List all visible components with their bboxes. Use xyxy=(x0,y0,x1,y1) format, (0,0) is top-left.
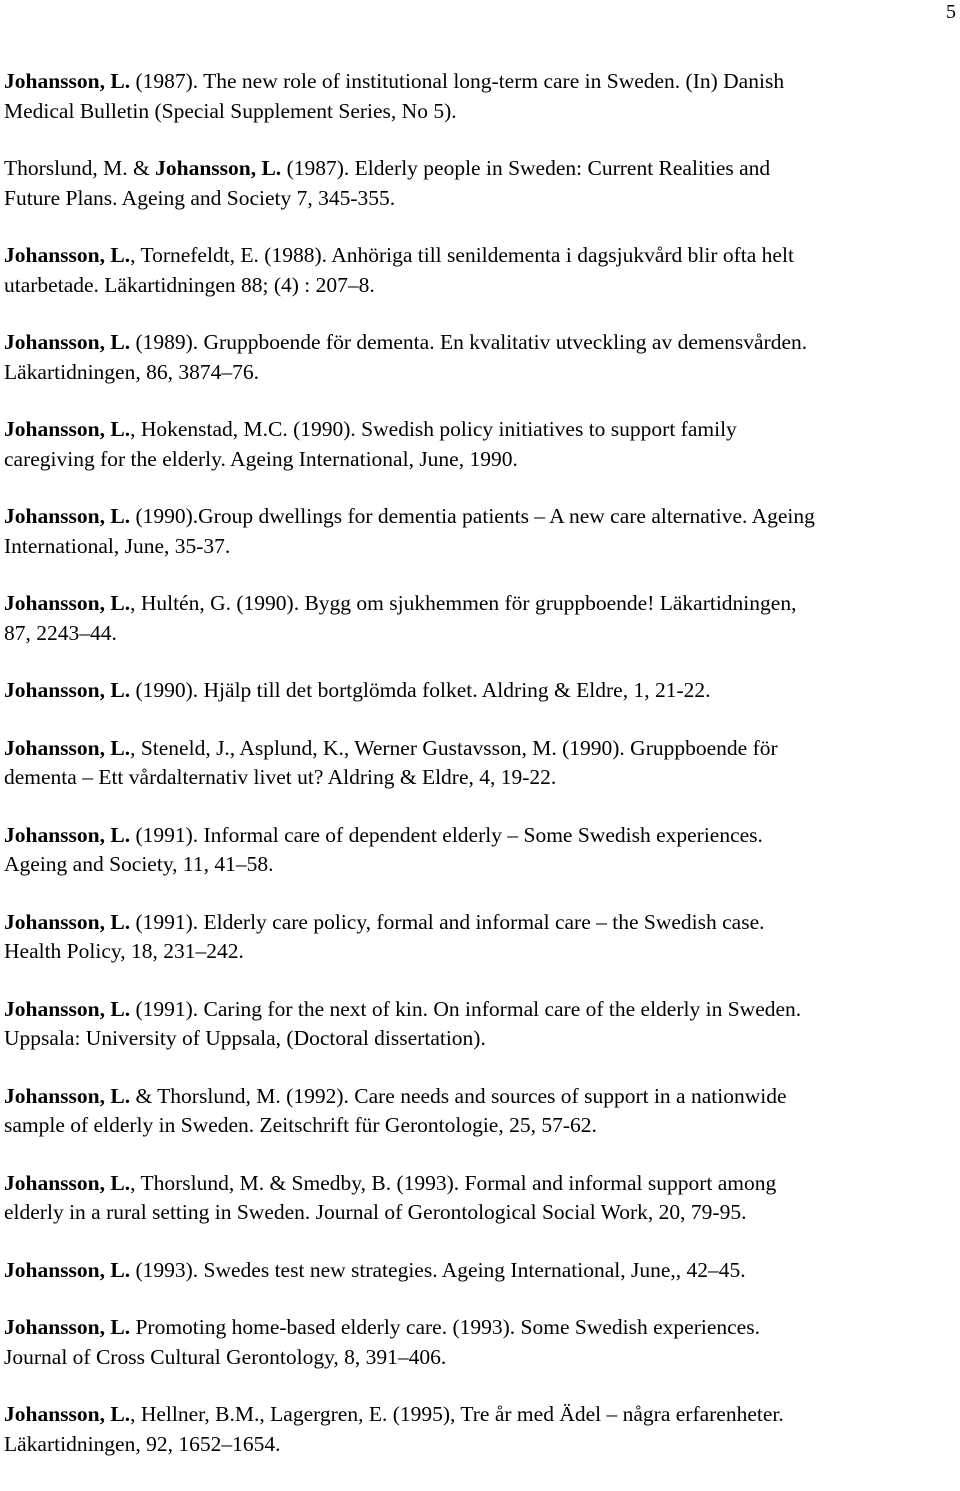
reference-line xyxy=(4,1343,956,1373)
reference-text: Health Policy, 18, 231–242. xyxy=(4,939,244,963)
reference-line xyxy=(4,358,956,388)
reference-line xyxy=(4,154,956,184)
page-number: 5 xyxy=(946,1,956,23)
reference-text: (1993). Swedes test new strategies. Ageing International, June,, 42–45. xyxy=(130,1257,746,1282)
reference-author: Johansson, L. xyxy=(4,243,131,267)
reference-text: & Thorslund, M. (1992). Care needs and sources of support in a nationwide xyxy=(130,1083,787,1108)
reference-text: , Hultén, G. (1990). Bygg om sjukhemmen för gruppboende! Läkartidningen, xyxy=(130,591,797,615)
reference-author: Johansson, L. xyxy=(4,822,131,847)
reference-entry xyxy=(4,676,956,706)
reference-text: (1987). The new role of institutional long-term care in Sweden. (In) Danish xyxy=(130,69,785,93)
reference-entry xyxy=(4,734,956,793)
reference-line xyxy=(4,763,956,793)
reference-line xyxy=(4,995,956,1025)
reference-text: (1991). Informal care of dependent elderly – Some Swedish experiences. xyxy=(130,822,763,847)
reference-author: Johansson, L. xyxy=(4,996,131,1021)
reference-entry xyxy=(4,241,956,300)
reference-entry xyxy=(4,1082,956,1141)
reference-line xyxy=(4,328,956,358)
reference-line xyxy=(4,734,956,764)
reference-entry xyxy=(4,1313,956,1372)
reference-line xyxy=(4,97,956,127)
reference-text: Thorslund, M. & xyxy=(4,156,156,180)
reference-author: Johansson, L. xyxy=(4,504,131,528)
reference-line xyxy=(4,445,956,475)
reference-author: Johansson, L. xyxy=(4,330,131,354)
reference-text: (1990).Group dwellings for dementia patients – A new care alternative. Ageing xyxy=(130,504,815,528)
reference-text: International, June, 35-37. xyxy=(4,533,231,558)
reference-line xyxy=(4,67,956,97)
reference-text: (1987). Elderly people in Sweden: Current Realities and xyxy=(281,156,771,180)
reference-entry xyxy=(4,1256,956,1286)
reference-line xyxy=(4,821,956,851)
reference-entry xyxy=(4,1169,956,1228)
reference-text: dementa – Ett vårdalternativ livet ut? Aldring & Eldre, 4, 19-22. xyxy=(4,765,557,789)
reference-author: Johansson, L. xyxy=(4,591,131,615)
reference-entry xyxy=(4,1400,956,1459)
reference-text: Uppsala: University of Uppsala, (Doctoral dissertation). xyxy=(4,1026,486,1050)
reference-text: Journal of Cross Cultural Gerontology, 8, 391–406. xyxy=(4,1344,447,1369)
reference-entry xyxy=(4,995,956,1054)
reference-text: Promoting home-based elderly care. (1993). Some Swedish experiences. xyxy=(130,1315,760,1339)
reference-line xyxy=(4,937,956,967)
reference-text: Läkartidningen, 92, 1652–1654. xyxy=(4,1431,281,1456)
reference-text: Medical Bulletin (Special Supplement Series, No 5). xyxy=(4,98,457,123)
reference-text: (1991). Caring for the next of kin. On informal care of the elderly in Sweden. xyxy=(130,996,802,1021)
reference-author: Johansson, L. xyxy=(4,1315,131,1339)
reference-line xyxy=(4,1198,956,1228)
reference-list xyxy=(4,67,956,1487)
reference-line xyxy=(4,1169,956,1199)
reference-line xyxy=(4,1256,956,1286)
reference-text: , Tornefeldt, E. (1988). Anhöriga till senildementa i dagsjukvård blir ofta helt xyxy=(130,243,794,267)
reference-line xyxy=(4,589,956,619)
reference-text: (1990). Hjälp till det bortglömda folket. Aldring & Eldre, 1, 21-22. xyxy=(130,678,711,702)
reference-entry xyxy=(4,908,956,967)
reference-line xyxy=(4,415,956,445)
reference-line xyxy=(4,850,956,880)
reference-line xyxy=(4,1111,956,1141)
reference-text: , Hellner, B.M., Lagergren, E. (1995), Tre år med Ädel – några erfarenheter. xyxy=(130,1402,784,1426)
reference-author: Johansson, L. xyxy=(4,678,131,702)
reference-text: Future Plans. Ageing and Society 7, 345-355. xyxy=(4,185,396,210)
reference-entry xyxy=(4,821,956,880)
reference-entry xyxy=(4,67,956,126)
reference-author: Johansson, L. xyxy=(4,909,131,934)
reference-text: caregiving for the elderly. Ageing International, June, 1990. xyxy=(4,446,518,471)
reference-entry xyxy=(4,502,956,561)
reference-text: utarbetade. Läkartidningen 88; (4) : 207–8. xyxy=(4,272,375,297)
reference-entry xyxy=(4,415,956,474)
reference-text: 87, 2243–44. xyxy=(4,620,117,645)
reference-author: Johansson, L. xyxy=(155,156,282,180)
reference-text: (1989). Gruppboende för dementa. En kvalitativ utveckling av demensvården. xyxy=(130,330,808,354)
reference-line xyxy=(4,502,956,532)
reference-text: (1991). Elderly care policy, formal and informal care – the Swedish case. xyxy=(130,909,765,934)
reference-entry xyxy=(4,328,956,387)
reference-author: Johansson, L. xyxy=(4,417,131,441)
reference-author: Johansson, L. xyxy=(4,69,131,93)
reference-author: Johansson, L. xyxy=(4,1257,131,1282)
reference-text: sample of elderly in Sweden. Zeitschrift für Gerontologie, 25, 57-62. xyxy=(4,1113,597,1137)
reference-author: Johansson, L. xyxy=(4,1402,131,1426)
reference-line xyxy=(4,241,956,271)
reference-line xyxy=(4,271,956,301)
reference-line xyxy=(4,908,956,938)
reference-author: Johansson, L. xyxy=(4,1170,131,1195)
reference-line xyxy=(4,676,956,706)
reference-line xyxy=(4,1313,956,1343)
reference-text: elderly in a rural setting in Sweden. Journal of Gerontological Social Work, 20, 79-95. xyxy=(4,1200,747,1224)
reference-line xyxy=(4,619,956,649)
reference-text: , Thorslund, M. & Smedby, B. (1993). Formal and informal support among xyxy=(130,1170,777,1195)
reference-text: Läkartidningen, 86, 3874–76. xyxy=(4,359,259,384)
reference-entry xyxy=(4,154,956,213)
reference-line xyxy=(4,1400,956,1430)
reference-text: Ageing and Society, 11, 41–58. xyxy=(4,852,274,876)
reference-line xyxy=(4,184,956,214)
reference-line xyxy=(4,1430,956,1460)
reference-line xyxy=(4,1024,956,1054)
reference-text: , Hokenstad, M.C. (1990). Swedish policy initiatives to support family xyxy=(130,417,737,441)
reference-text: , Steneld, J., Asplund, K., Werner Gustavsson, M. (1990). Gruppboende för xyxy=(130,735,778,760)
reference-author: Johansson, L. xyxy=(4,735,131,760)
reference-entry xyxy=(4,589,956,648)
reference-author: Johansson, L. xyxy=(4,1083,131,1108)
reference-line xyxy=(4,1082,956,1112)
reference-line xyxy=(4,532,956,562)
